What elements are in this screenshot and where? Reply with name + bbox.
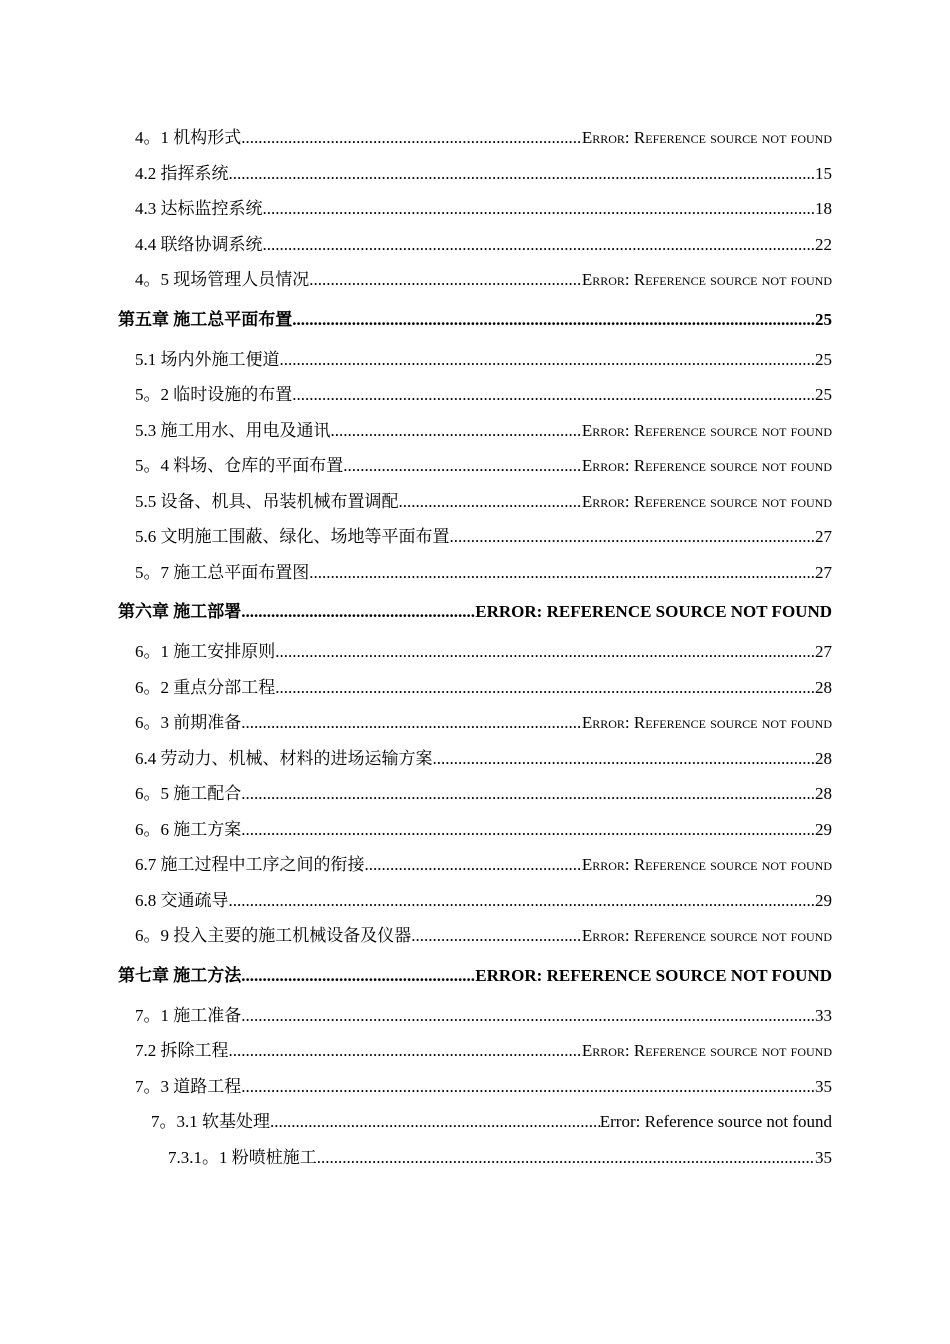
toc-dot-leader <box>275 670 815 706</box>
toc-dot-leader <box>411 918 582 954</box>
toc-entry[interactable] <box>118 1104 832 1140</box>
toc-entry-page-number: 25 <box>815 309 832 329</box>
toc-chapter-entry[interactable] <box>118 298 832 342</box>
toc-entry-error-text: Error: Reference source not found <box>581 270 832 289</box>
toc-entry[interactable] <box>118 1033 832 1069</box>
toc-entry-title: 4。1 机构形式 <box>135 128 242 147</box>
toc-entry[interactable] <box>118 227 832 263</box>
toc-entry-error-text: Error: Reference source not found <box>581 1041 832 1060</box>
toc-entry[interactable] <box>118 120 832 156</box>
toc-chapter-entry[interactable] <box>118 954 832 998</box>
toc-entry-page-number: 35 <box>815 1076 832 1096</box>
toc-entry-title: 7。1 施工准备 <box>135 1005 242 1025</box>
toc-entry-error-text: Error: Reference source not found <box>581 128 832 147</box>
toc-entry-page-number: 25 <box>815 385 832 404</box>
toc-entry-title: 5。4 料场、仓库的平面布置 <box>135 456 344 475</box>
toc-entry-page-number: 28 <box>815 677 832 697</box>
toc-entry-title: 6。9 投入主要的施工机械设备及仪器 <box>135 926 412 945</box>
toc-chapter-entry[interactable] <box>118 590 832 634</box>
toc-entry-title: 7.3.1。1 粉喷桩施工 <box>168 1147 317 1167</box>
toc-entry[interactable] <box>118 741 832 777</box>
toc-entry[interactable] <box>118 670 832 706</box>
toc-entry-title: 4.3 达标监控系统 <box>135 199 263 218</box>
toc-entry[interactable] <box>118 812 832 848</box>
toc-entry-error-text: ERROR: REFERENCE SOURCE NOT FOUND <box>475 965 832 985</box>
toc-entry-title: 6。2 重点分部工程 <box>135 677 276 697</box>
toc-entry[interactable] <box>118 342 832 378</box>
toc-entry-page-number: 28 <box>815 784 832 803</box>
toc-entry[interactable] <box>118 998 832 1034</box>
toc-entry[interactable] <box>118 776 832 812</box>
toc-dot-leader <box>292 377 815 413</box>
toc-entry[interactable] <box>118 555 832 591</box>
toc-dot-leader <box>433 741 816 777</box>
toc-dot-leader <box>263 191 816 227</box>
toc-entry[interactable] <box>118 847 832 883</box>
toc-entry-error-text: Error: Reference source not found <box>581 926 832 945</box>
toc-dot-leader <box>365 847 582 883</box>
toc-dot-leader <box>241 776 815 812</box>
toc-dot-leader <box>241 812 815 848</box>
toc-entry-page-number: 29 <box>815 890 832 910</box>
toc-entry-error-text: Error: Reference source not found <box>599 1112 832 1131</box>
toc-entry-page-number: 15 <box>815 163 832 183</box>
toc-dot-leader <box>292 298 815 342</box>
toc-dot-leader <box>309 555 815 591</box>
toc-entry-page-number: 27 <box>815 527 832 546</box>
toc-entry-title: 5.3 施工用水、用电及通讯 <box>135 420 331 440</box>
toc-entry[interactable] <box>118 1069 832 1105</box>
toc-entry-error-text: Error: Reference source not found <box>581 855 832 874</box>
toc-dot-leader <box>229 883 816 919</box>
toc-dot-leader <box>263 227 816 263</box>
toc-entry[interactable] <box>118 484 832 520</box>
toc-entry-title: 7。3 道路工程 <box>135 1076 242 1096</box>
toc-entry-title: 第五章 施工总平面布置 <box>118 309 293 329</box>
toc-dot-leader <box>241 120 582 156</box>
toc-entry-title: 6.7 施工过程中工序之间的衔接 <box>135 855 365 874</box>
toc-entry-error-text: Error: Reference source not found <box>581 456 832 475</box>
toc-entry-title: 6。6 施工方案 <box>135 819 242 839</box>
toc-dot-leader <box>241 998 815 1034</box>
toc-entry-error-text: Error: Reference source not found <box>581 713 832 732</box>
toc-dot-leader <box>241 1069 815 1105</box>
toc-entry-title: 6.4 劳动力、机械、材料的进场运输方案 <box>135 748 433 768</box>
toc-entry-error-text: ERROR: REFERENCE SOURCE NOT FOUND <box>475 602 832 621</box>
toc-entry-error-text: Error: Reference source not found <box>581 491 832 511</box>
toc-entry[interactable] <box>118 705 832 741</box>
toc-dot-leader <box>309 262 582 298</box>
toc-entry-title: 6。5 施工配合 <box>135 784 242 803</box>
toc-dot-leader <box>229 156 816 192</box>
toc-dot-leader <box>275 634 815 670</box>
toc-entry-title: 6.8 交通疏导 <box>135 890 229 910</box>
toc-entry[interactable] <box>118 918 832 954</box>
toc-dot-leader <box>241 590 475 634</box>
toc-entry-title: 4.2 指挥系统 <box>135 163 229 183</box>
toc-entry-title: 第七章 施工方法 <box>118 965 242 985</box>
toc-entry[interactable] <box>118 519 832 555</box>
toc-dot-leader <box>241 954 475 998</box>
toc-entry-title: 第六章 施工部署 <box>118 602 242 621</box>
toc-entry[interactable] <box>118 377 832 413</box>
toc-entry-page-number: 18 <box>815 199 832 218</box>
toc-dot-leader <box>280 342 816 378</box>
toc-entry[interactable] <box>118 883 832 919</box>
toc-entry-title: 5。2 临时设施的布置 <box>135 385 293 404</box>
toc-entry-title: 7。3.1 软基处理 <box>151 1112 270 1131</box>
toc-entry-title: 5.1 场内外施工便道 <box>135 349 280 369</box>
toc-entry-title: 5.5 设备、机具、吊装机械布置调配 <box>135 491 399 511</box>
toc-dot-leader <box>399 484 582 520</box>
toc-entry[interactable] <box>118 1140 832 1176</box>
toc-entry-page-number: 25 <box>815 349 832 369</box>
toc-entry-title: 4。5 现场管理人员情况 <box>135 270 310 289</box>
toc-entry[interactable] <box>118 191 832 227</box>
table-of-contents <box>118 120 832 1175</box>
toc-entry-page-number: 27 <box>815 642 832 661</box>
toc-entry-title: 5。7 施工总平面布置图 <box>135 562 310 582</box>
toc-entry[interactable] <box>118 262 832 298</box>
toc-entry-title: 6。3 前期准备 <box>135 713 242 732</box>
toc-dot-leader <box>229 1033 582 1069</box>
toc-entry-page-number: 35 <box>815 1147 832 1167</box>
toc-entry-page-number: 28 <box>815 748 832 768</box>
toc-entry-page-number: 22 <box>815 234 832 254</box>
toc-entry-title: 4.4 联络协调系统 <box>135 234 263 254</box>
toc-entry-page-number: 29 <box>815 819 832 839</box>
toc-entry-title: 7.2 拆除工程 <box>135 1041 229 1060</box>
toc-entry-title: 5.6 文明施工围蔽、绿化、场地等平面布置 <box>135 527 450 546</box>
toc-entry[interactable] <box>118 156 832 192</box>
toc-dot-leader <box>241 705 582 741</box>
toc-dot-leader <box>270 1104 600 1140</box>
toc-dot-leader <box>317 1140 815 1176</box>
toc-entry[interactable] <box>118 413 832 449</box>
toc-entry-title: 6。1 施工安排原则 <box>135 642 276 661</box>
toc-entry-page-number: 27 <box>815 562 832 582</box>
toc-entry-error-text: Error: Reference source not found <box>581 420 832 440</box>
toc-dot-leader <box>450 519 816 555</box>
toc-entry[interactable] <box>118 448 832 484</box>
toc-entry-page-number: 33 <box>815 1005 832 1025</box>
toc-dot-leader <box>331 413 582 449</box>
toc-dot-leader <box>343 448 582 484</box>
toc-entry[interactable] <box>118 634 832 670</box>
